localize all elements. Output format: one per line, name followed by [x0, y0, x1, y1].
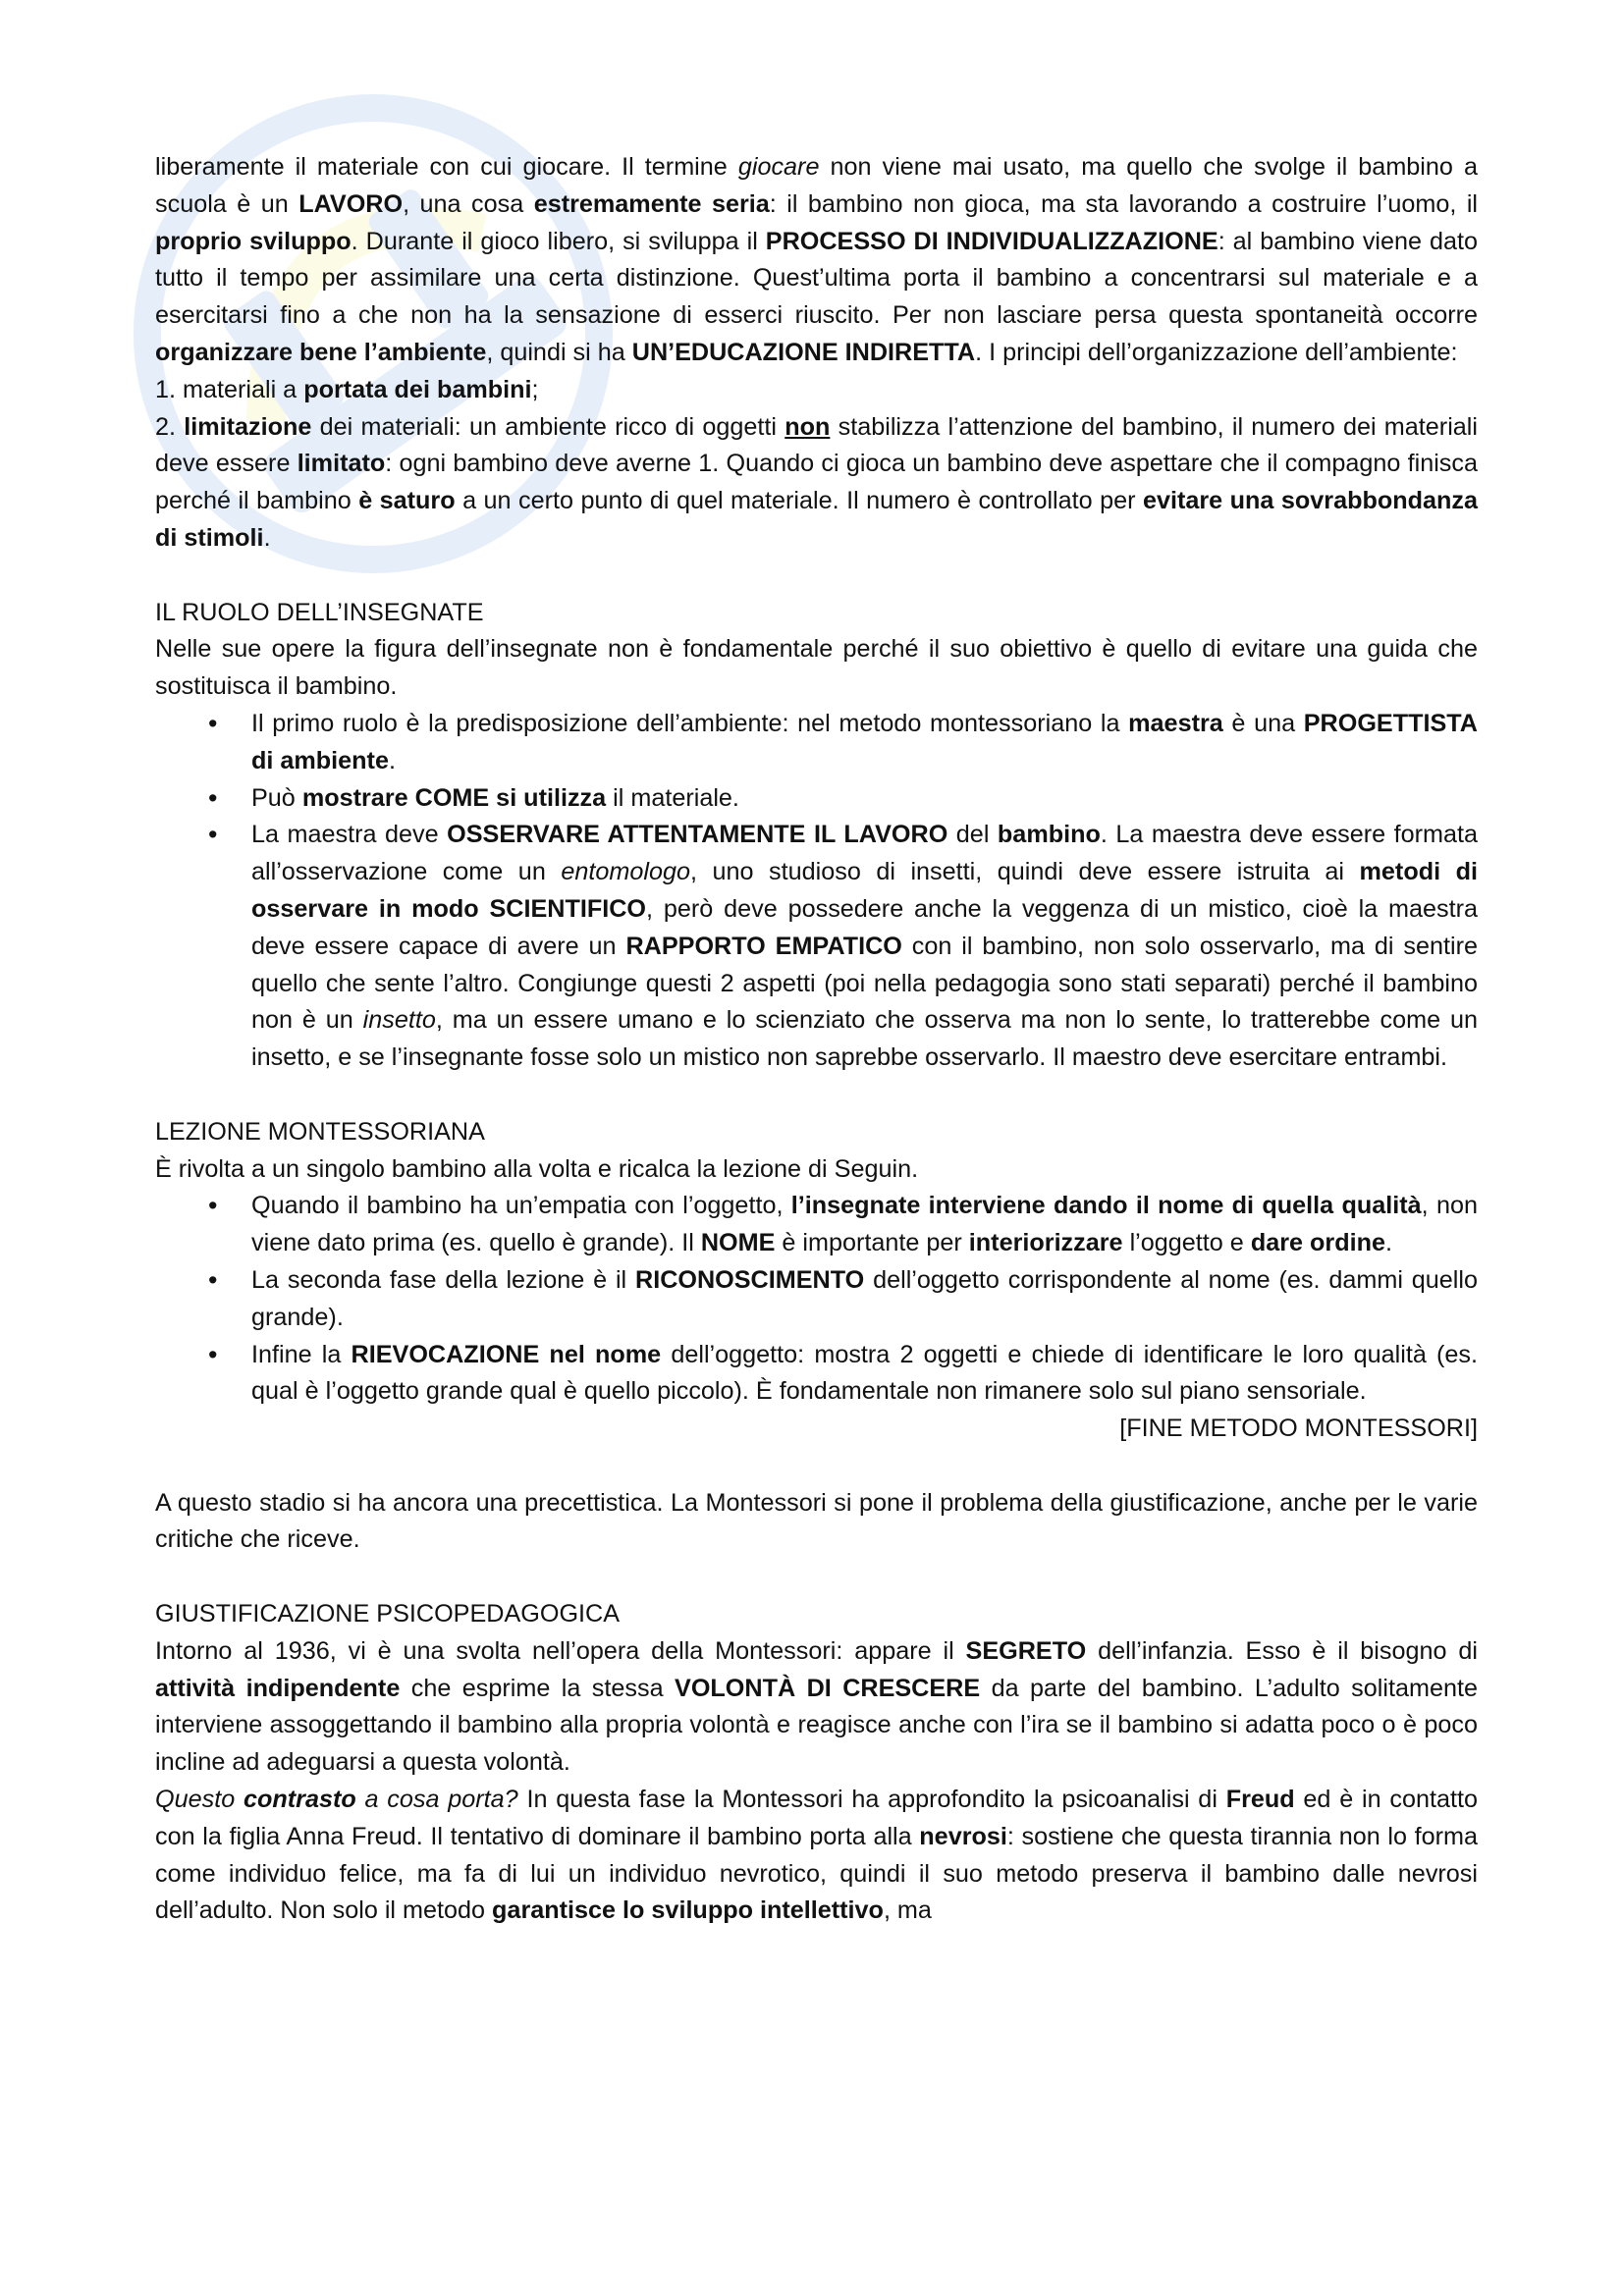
document-page [155, 149, 1478, 1930]
paragraph-segreto-infanzia: Intorno al 1936, vi è una svolta nell’opera della Montessori: appare il SEGRETO dell’infanzia. Esso è il bisogno di attività indipendente che esprime la stessa VOLONTÀ DI CRESCERE da parte del bambino. L’adulto solitamente interviene assoggettando il bambino alla propria volontà e reagisce anche con l’ira se il bambino si adatta poco o è poco incline ad adeguarsi a questa volontà. [155, 1636, 1478, 1777]
paragraph-gioco-libero: liberamente il materiale con cui giocare. Il termine giocare non viene mai usato, ma quello che svolge il bambino a scuola è un LAVORO, una cosa estremamente seria: il bambino non gioca, ma sta lavorando a costruire l’uomo, il proprio sviluppo. Durante il gioco libero, si sviluppa il PROCESSO DI INDIVIDUALIZZAZIONE: al bambino viene dato tutto il tempo per assimilare una certa distinzione. Quest’ultima porta il bambino a concentrarsi sul materiale e a esercitarsi fino a che non ha la sensazione di esserci riuscito. Per non lasciare persa questa spontaneità occorre organizzare bene l’ambiente, quindi si ha UN’EDUCAZIONE INDIRETTA. I principi dell’organizzazione dell’ambiente: [155, 153, 1479, 366]
principle-1: 1. materiali a portata dei bambini; [155, 375, 539, 403]
paragraph-freud: Questo contrasto a cosa porta? In questa fase la Montessori ha approfondito la psicoanalisi di Freud ed è in contatto con la figlia Anna Freud. Il tentativo di dominare il bambino porta alla nevrosi: sostiene che questa tirannia non lo forma come individuo felice, ma fa di lui un individuo nevrotico, quindi il suo metodo preserva il bambino dalle nevrosi dell’adulto. Non solo il metodo garantisce lo sviluppo intellettivo, ma [155, 1786, 1478, 1925]
list-item: • Il primo ruolo è la predisposizione dell’ambiente: nel metodo montessoriano la maestra è una PROGETTISTA di ambiente. [251, 706, 1478, 780]
bullet-list-ruolo-insegnante [155, 706, 1478, 1077]
section-heading-giustificazione: GIUSTIFICAZIONE PSICOPEDAGOGICA [155, 1600, 621, 1629]
principle-2: 2. limitazione dei materiali: un ambiente ricco di oggetti non stabilizza l’attenzione del bambino, il numero dei materiali deve essere limitato: ogni bambino deve averne 1. Quando ci gioca un bambino deve aspettare che il compagno finisca perché il bambino è saturo a un certo punto di quel materiale. Il numero è controllato per evitare una sovrabbondanza di stimoli. [155, 412, 1479, 552]
list-item: • Quando il bambino ha un’empatia con l’oggetto, l’insegnate interviene dando il nome di quella qualità, non viene dato prima (es. quello è grande). Il NOME è importante per interiorizzare l’oggetto e dare ordine. [251, 1188, 1478, 1262]
section-heading-ruolo-insegnante: IL RUOLO DELL’INSEGNATE [155, 598, 484, 626]
end-marker: [FINE METODO MONTESSORI] [1119, 1415, 1478, 1443]
section-heading-lezione-montessoriana: LEZIONE MONTESSORIANA [155, 1117, 485, 1146]
section-intro-ruolo-insegnante: Nelle sue opere la figura dell’insegnate non è fondamentale perché il suo obiettivo è quello di evitare una guida che sostituisca il bambino. [155, 635, 1478, 701]
list-item: • Infine la RIEVOCAZIONE nel nome dell’oggetto: mostra 2 oggetti e chiede di identificare le loro qualità (es. qual è l’oggetto grande qual è quello piccolo). È fondamentale non rimanere solo sul piano sensoriale. [251, 1337, 1478, 1412]
bullet-list-lezione [155, 1188, 1478, 1411]
list-item: • La seconda fase della lezione è il RICONOSCIMENTO dell’oggetto corrispondente al nome (es. dammi quello grande). [251, 1262, 1478, 1337]
list-item: • Può mostrare COME si utilizza il materiale. [251, 780, 1478, 818]
section-intro-lezione-montessoriana: È rivolta a un singolo bambino alla volta e ricalca la lezione di Seguin. [155, 1154, 919, 1183]
list-item: • La maestra deve OSSERVARE ATTENTAMENTE IL LAVORO del bambino. La maestra deve essere formata all’osservazione come un entomologo, uno studioso di insetti, quindi deve essere istruita ai metodi di osservare in modo SCIENTIFICO, però deve possedere anche la veggenza di un mistico, cioè la maestra deve essere capace di avere un RAPPORTO EMPATICO con il bambino, non solo osservarlo, ma di sentire quello che sente l’altro. Congiunge questi 2 aspetti (poi nella pedagogia sono stati separati) perché il bambino non è un insetto, ma un essere umano e lo scienziato che osserva ma non lo sente, lo tratterebbe come un insetto, e se l’insegnante fosse solo un mistico non saprebbe osservarlo. Il maestro deve esercitare entrambi. [251, 817, 1478, 1077]
paragraph-precettistica: A questo stadio si ha ancora una precettistica. La Montessori si pone il problema della giustificazione, anche per le varie critiche che riceve. [155, 1488, 1478, 1554]
